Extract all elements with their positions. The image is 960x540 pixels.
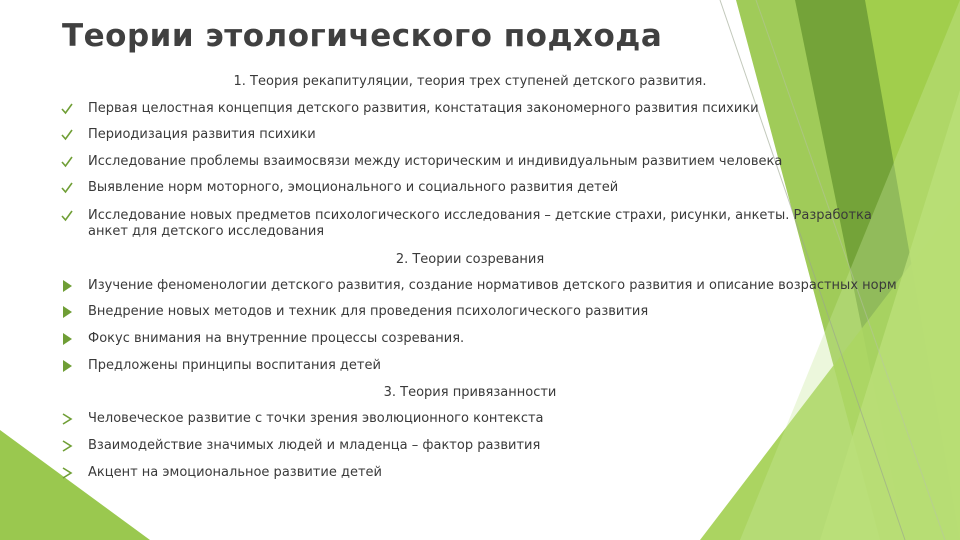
list-item: Первая целостная концепция детского развития, констатация закономерного развития психики xyxy=(88,101,759,116)
checkmark-icon xyxy=(60,155,74,169)
chevron-arrow-icon xyxy=(60,439,74,453)
list-item: Взаимодействие значимых людей и младенца – фактор развития xyxy=(88,438,541,453)
triangle-arrow-icon xyxy=(60,359,74,373)
list-item: Изучение феноменологии детского развития, создание нормативов детского развития и описание возрастных норм xyxy=(88,278,897,293)
list-item: Исследование проблемы взаимосвязи между историческим и индивидуальным развитием человека xyxy=(88,154,783,169)
list-item: Предложены принципы воспитания детей xyxy=(88,358,381,373)
list-item: Выявление норм моторного, эмоционального и социального развития детей xyxy=(88,180,619,195)
triangle-arrow-icon xyxy=(60,279,74,293)
section-heading-1: 1. Теория рекапитуляции, теория трех ступеней детского развития. xyxy=(233,74,707,89)
list-item: Акцент на эмоциональное развитие детей xyxy=(88,465,382,480)
list-item: Исследование новых предметов психологического исследования – детские страхи, рисунки, анкеты. Разработка анкет для детского исследования xyxy=(88,208,872,239)
checkmark-icon xyxy=(60,181,74,195)
chevron-arrow-icon xyxy=(60,466,74,480)
list-item: Фокус внимания на внутренние процессы созревания. xyxy=(88,331,465,346)
list-item: Внедрение новых методов и техник для проведения психологического развития xyxy=(88,304,649,319)
section-heading-3: 3. Теория привязанности xyxy=(383,385,557,400)
list-item: Периодизация развития психики xyxy=(88,127,316,142)
checkmark-icon xyxy=(60,209,74,223)
checkmark-icon xyxy=(60,128,74,142)
triangle-arrow-icon xyxy=(60,305,74,319)
chevron-arrow-icon xyxy=(60,412,74,426)
checkmark-icon xyxy=(60,102,74,116)
list-item: Человеческое развитие с точки зрения эволюционного контекста xyxy=(88,411,544,426)
section-heading-2: 2. Теории созревания xyxy=(395,252,545,267)
triangle-arrow-icon xyxy=(60,332,74,346)
slide-title: Теории этологического подхода xyxy=(62,18,663,54)
